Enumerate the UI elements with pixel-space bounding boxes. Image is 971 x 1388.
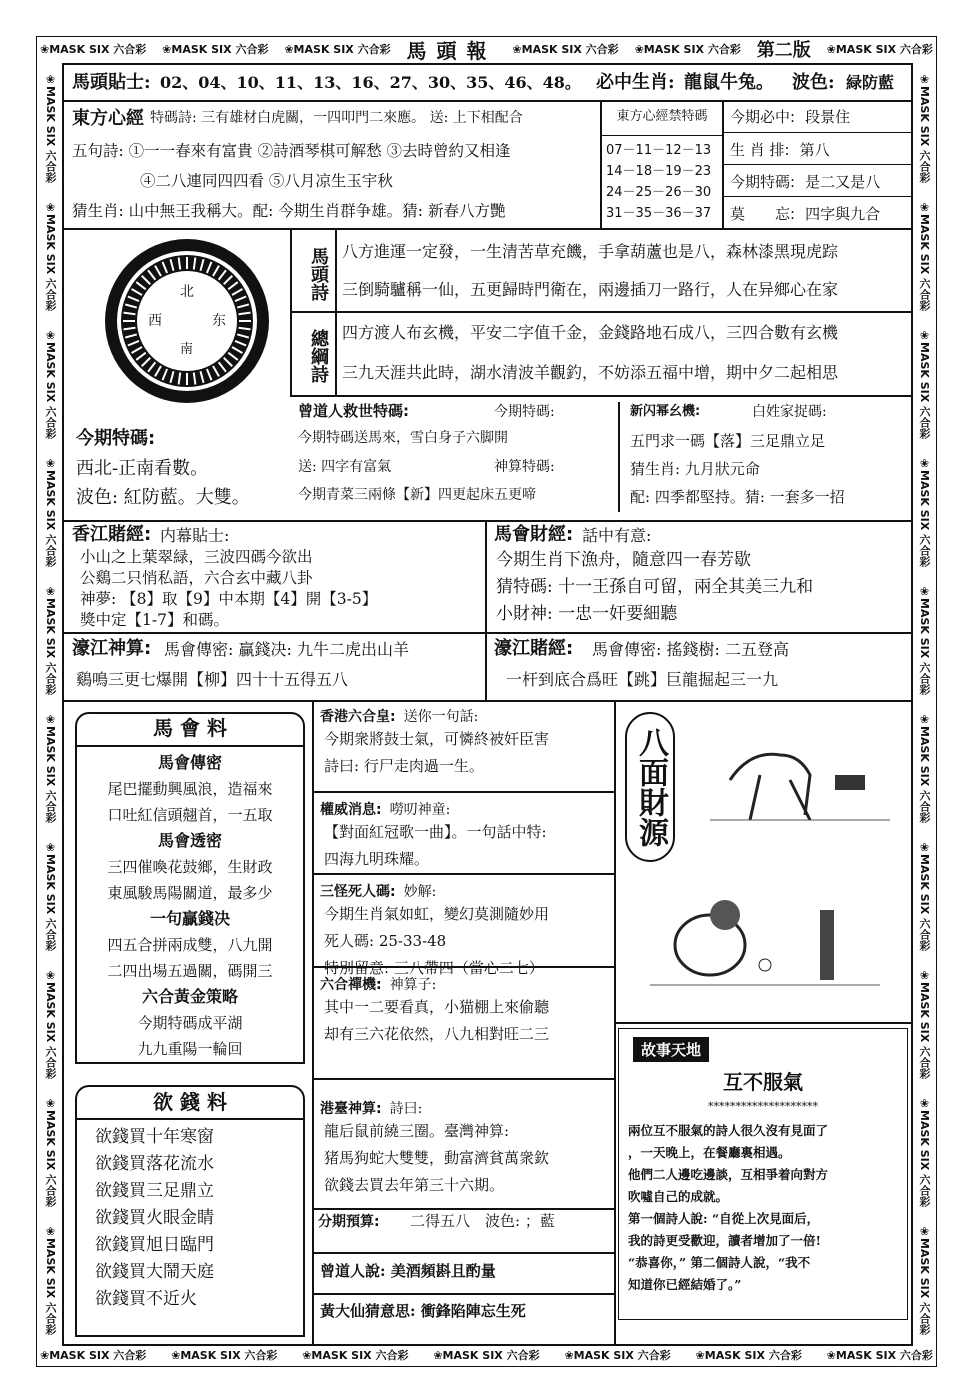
divider bbox=[62, 228, 913, 230]
divider bbox=[62, 520, 913, 522]
mahui-liao-heading: 一句贏錢决 bbox=[149, 909, 230, 928]
must-value: 四字與九合 bbox=[805, 205, 881, 223]
general-poem-line: 三九天涯共此時，湖水清波羊觀釣，不妨添五福中增，期中夕二起相思 bbox=[342, 363, 839, 382]
mahui-liao-heading: 六合黃金策略 bbox=[141, 987, 238, 1006]
border-text: ❀MASK SIX 六合彩 bbox=[918, 328, 931, 440]
dongfang-line3: 猜生肖: 山中無王我稱大。配: 今期生肖群争雄。猜: 新春八方艷 bbox=[72, 202, 506, 220]
mahui-liao-line: 九九重陽一輪回 bbox=[137, 1040, 243, 1058]
xin-sub: 白姓家捉碼: bbox=[752, 404, 827, 420]
section-title: 權威消息: bbox=[320, 802, 382, 818]
haojiang-du-sub: 馬會傳密: 搖錢樹: 二五登高 bbox=[592, 640, 789, 659]
must-value: 是二又是八 bbox=[805, 173, 881, 191]
horse-poem-label: 馬頭詩 bbox=[308, 246, 329, 301]
general-poem-label: 總綱詩 bbox=[308, 328, 329, 383]
story-line: ，一天晚上，在餐廳裏相遇。 bbox=[628, 1145, 791, 1160]
border-text: ❀MASK SIX 六合彩 bbox=[564, 1349, 671, 1362]
compass-south: 南 bbox=[180, 342, 194, 357]
section-subtitle: 送你一句話: bbox=[403, 709, 479, 725]
border-text: ❀MASK SIX 六合彩 bbox=[44, 328, 57, 440]
tips-label: 馬頭貼士: bbox=[72, 72, 151, 93]
section-header bbox=[320, 799, 608, 819]
wave-value: 緑防藍 bbox=[846, 73, 895, 92]
yuqian-line: 欲錢買大鬧天庭 bbox=[95, 1262, 214, 1282]
zeng-line: 神算特碼: bbox=[494, 459, 555, 475]
border-text: ❀MASK SIX 六合彩 bbox=[44, 1224, 57, 1336]
mahui-liao-heading: 馬會透密 bbox=[157, 831, 222, 850]
xiangjiang-sub: 内幕貼士: bbox=[160, 526, 230, 545]
section-header bbox=[320, 1098, 608, 1118]
banned-list bbox=[606, 140, 711, 224]
mahui-liao-line: 東風駿馬陽關道，最多少 bbox=[107, 884, 273, 902]
must-value: 第八 bbox=[799, 141, 830, 159]
cat-illustration bbox=[650, 890, 880, 1000]
must-row bbox=[722, 165, 913, 197]
zodiac-value: 龍鼠牛兔。 bbox=[684, 72, 774, 93]
divider bbox=[75, 1118, 305, 1120]
mahui-cai-title: 馬會財經: bbox=[494, 524, 574, 545]
banned-row: 31－35－36－37 bbox=[606, 206, 712, 221]
section-line: 猪馬狗蛇大雙雙，動富濟貧萬衆欽 bbox=[324, 1149, 550, 1167]
must-row bbox=[722, 100, 913, 133]
divider bbox=[312, 1208, 614, 1210]
xin-line: 猜生肖: 九月狀元命 bbox=[630, 460, 760, 478]
yuqian-line: 欲錢買三足鼎立 bbox=[95, 1181, 214, 1201]
section-line: 今期生肖氣如虹，變幻莫測隨妙用 bbox=[324, 905, 550, 923]
story-line: 知道你已經結婚了。” bbox=[628, 1277, 742, 1292]
dongfang-line2: ④二八連同四四看 ⑤八月凉生玉宇秋 bbox=[140, 172, 393, 190]
section-header bbox=[320, 881, 608, 901]
must-label: 今期特碼: bbox=[730, 173, 796, 191]
section-line: 特別留意: 三八帶四（當心二七） bbox=[324, 959, 544, 977]
divider bbox=[290, 395, 913, 397]
border-text: ❀MASK SIX 六合彩 bbox=[44, 840, 57, 952]
border-text: ❀MASK SIX 六合彩 bbox=[918, 968, 931, 1080]
mahui-liao-heading: 馬會傳密 bbox=[157, 753, 222, 772]
xiangjiang-lines bbox=[80, 547, 377, 631]
mahui-liao-title: 馬 會 料 bbox=[153, 716, 227, 740]
dongfang-poem: 特碼詩: 三有雄材白虎關，一四叩門二來應。 送: 上下相配合 bbox=[150, 110, 523, 126]
haojiang-du-title: 濠江賭經: bbox=[494, 638, 574, 659]
section-title: 六合禪機: bbox=[320, 977, 382, 993]
edition-label: 第二版 bbox=[756, 40, 811, 61]
compass-west: 西 bbox=[148, 313, 162, 329]
dog-illustration bbox=[700, 720, 900, 830]
middle-section bbox=[314, 968, 614, 1080]
special-title: 今期特碼: bbox=[76, 428, 156, 449]
section-subtitle: 詩曰: bbox=[389, 1101, 423, 1117]
haojiang-shen-title: 濠江神算: bbox=[72, 638, 152, 659]
section-line: 今期衆將鼓士氣，可憐終被奸臣害 bbox=[324, 730, 550, 748]
border-text: ❀MASK SIX 六合彩 bbox=[918, 72, 931, 184]
section-title: 三怪死人碼: bbox=[320, 884, 396, 900]
border-text: ❀MASK SIX 六合彩 bbox=[918, 1096, 931, 1208]
middle-section bbox=[314, 875, 614, 977]
border-text: ❀MASK SIX 六合彩 bbox=[918, 712, 931, 824]
xiangjiang-line: 公鷄二只悄私語，六合玄中藏八卦 bbox=[80, 569, 313, 587]
zeng-line: 今期特碼送馬來，雪白身子六脚開 bbox=[298, 430, 508, 446]
story-tag: 故事天地 bbox=[633, 1037, 709, 1062]
border-text: ❀MASK SIX 六合彩 bbox=[44, 712, 57, 824]
middle-section bbox=[314, 1092, 614, 1208]
mahui-liao-line: 今期特碼成平湖 bbox=[137, 1014, 243, 1032]
story-line: 第一個詩人說: “自從上次見面后， bbox=[628, 1211, 820, 1226]
border-text: ❀MASK SIX 六合彩 bbox=[40, 43, 147, 56]
xin-title: 新闪幂幺機: bbox=[630, 404, 701, 419]
section-line: 龍后鼠前繞三圈。臺灣神算: bbox=[324, 1122, 510, 1140]
banned-row: 24－25－26－30 bbox=[606, 185, 712, 200]
zeng-sub: 今期特碼: bbox=[494, 404, 555, 420]
border-text: ❀MASK SIX 六合彩 bbox=[433, 1349, 540, 1362]
story-line: “恭喜你，” 第二個詩人說，“我不 bbox=[628, 1255, 811, 1270]
dongfang-line1: 五句詩: ①一一春來有富貴 ②詩酒琴棋可解愁 ③去時曾約又相逢 bbox=[72, 142, 511, 160]
border-text: ❀MASK SIX 六合彩 bbox=[44, 968, 57, 1080]
zeng-shuo: 曾道人說: 美酒頻斟且酌量 bbox=[320, 1262, 496, 1280]
border-text: ❀MASK SIX 六合彩 bbox=[826, 1349, 933, 1362]
zodiac-label: 必中生肖: bbox=[596, 72, 675, 93]
dongfang-title: 東方心經 bbox=[72, 108, 144, 129]
mahui-liao-line: 二四出場五過關，碼開三 bbox=[107, 962, 273, 980]
middle-section bbox=[314, 700, 614, 793]
section-subtitle: 妙解: bbox=[403, 884, 437, 900]
border-text: ❀MASK SIX 六合彩 bbox=[826, 43, 933, 56]
border-text: ❀MASK SIX 六合彩 bbox=[918, 200, 931, 312]
section-line: 詩曰: 行尸走肉過一生。 bbox=[324, 757, 484, 775]
divider bbox=[600, 135, 722, 136]
divider bbox=[312, 1293, 614, 1295]
yuqian-line: 欲錢買火眼金睛 bbox=[95, 1208, 214, 1228]
yuqian-line: 欲錢買落花流水 bbox=[95, 1154, 214, 1174]
border-text: ❀MASK SIX 六合彩 bbox=[44, 584, 57, 696]
divider bbox=[614, 1022, 913, 1024]
tips-numbers: 02、04、10、11、13、16、27、30、35、46、48。 bbox=[160, 73, 581, 92]
compass-wheel bbox=[92, 236, 282, 406]
wave-label: 波色: bbox=[792, 72, 835, 93]
story-line: 吹噓自己的成就。 bbox=[628, 1189, 729, 1204]
xin-line: 配: 四季都堅持。猜: 一套多一招 bbox=[630, 488, 845, 506]
section-title: 港臺神算: bbox=[320, 1101, 382, 1117]
xiangjiang-line: 神夢: 【8】取【9】中本期【4】開【3-5】 bbox=[80, 590, 378, 608]
compass-north: 北 bbox=[180, 284, 194, 300]
section-line: 四海九明珠耀。 bbox=[324, 850, 430, 868]
story-line: 兩位互不服氣的詩人很久沒有見面了 bbox=[628, 1123, 829, 1138]
haojiang-shen-sub: 馬會傳密: 贏錢决: 九牛二虎出山羊 bbox=[164, 640, 409, 659]
xiangjiang-line: 小山之上葉翠緑，三波四碼今欲出 bbox=[80, 548, 313, 566]
yuqian-line: 欲錢買不近火 bbox=[95, 1289, 197, 1309]
divider bbox=[485, 520, 487, 700]
yuqian-line: 欲錢買旭日臨門 bbox=[95, 1235, 214, 1255]
border-text: ❀MASK SIX 六合彩 bbox=[918, 1224, 931, 1336]
mahui-cai-line: 猜特碼: 十一王孫自可留，兩全其美三九和 bbox=[496, 577, 814, 597]
border-text: ❀MASK SIX 六合彩 bbox=[44, 200, 57, 312]
banned-title: 東方心經禁特碼 bbox=[616, 109, 708, 124]
divider bbox=[75, 745, 305, 747]
border-text: ❀MASK SIX 六合彩 bbox=[695, 1349, 802, 1362]
special-line1: 西北-正南看數。 bbox=[76, 458, 209, 479]
mahui-cai-line: 小財神: 一忠一奸要細聽 bbox=[496, 604, 678, 624]
fenqi-title: 分期預算: bbox=[318, 1214, 380, 1230]
mahui-liao-line: 四五合拼兩成雙，八九開 bbox=[107, 936, 273, 954]
section-line: 却有三六花依然，八九相對旺二三 bbox=[324, 1025, 550, 1043]
border-text: ❀MASK SIX 六合彩 bbox=[44, 72, 57, 184]
section-line: 死人碼: 25-33-48 bbox=[324, 932, 447, 950]
zeng-line: 今期青菜三兩條【新】四更起床五更啼 bbox=[298, 487, 536, 503]
border-text: ❀MASK SIX 六合彩 bbox=[918, 840, 931, 952]
yuqian-title: 欲 錢 料 bbox=[153, 1090, 227, 1114]
story-line: 我的詩更受歡迎，讀者增加了一倍! bbox=[628, 1233, 821, 1248]
section-title: 香港六合皇: bbox=[320, 709, 396, 725]
haojiang-shen-line: 鷄鳴三更七爆開【柳】四十十五得五八 bbox=[76, 670, 349, 689]
must-row bbox=[722, 197, 913, 228]
mahui-liao-line: 三四催喚花鼓鄉，生財政 bbox=[107, 858, 273, 876]
must-label: 生 肖 排: bbox=[730, 141, 790, 159]
mahui-liao-line: 尾巴擺動興風浪，造福來 bbox=[107, 780, 273, 798]
must-label: 今期必中: bbox=[730, 108, 796, 126]
divider bbox=[290, 311, 913, 313]
section-subtitle: 嘮叨神童: bbox=[389, 802, 451, 818]
horse-poem-line: 八方進運一定發，一生清苦草充饑，手拿葫蘆也是八，森林漆黑現虎踪 bbox=[342, 242, 839, 261]
must-value: 段景住 bbox=[805, 108, 851, 126]
section-line: 欲錢去買去年第三十六期。 bbox=[324, 1176, 505, 1194]
huang-daxian: 黃大仙猜意思: 衝鋒陷陣忘生死 bbox=[320, 1302, 526, 1320]
masthead-title: 馬頭報 bbox=[406, 38, 497, 63]
haojiang-du-line: 一杆到底合爲旺【跳】巨龍掘起三一九 bbox=[506, 670, 779, 689]
story-line: 他們二人邊吃邊談，互相爭着向對方 bbox=[628, 1167, 829, 1182]
section-header bbox=[320, 706, 608, 726]
mahui-liao-line: 口吐紅信頭翹首，一五取 bbox=[107, 806, 273, 824]
zeng-line: 送: 四字有富氣 bbox=[298, 459, 392, 475]
section-header bbox=[320, 974, 608, 994]
border-text: ❀MASK SIX 六合彩 bbox=[918, 456, 931, 568]
must-label: 莫 忘: bbox=[730, 205, 796, 223]
border-text: ❀MASK SIX 六合彩 bbox=[171, 1349, 278, 1362]
story-stars: ******************** bbox=[708, 1100, 818, 1113]
border-text: ❀MASK SIX 六合彩 bbox=[512, 43, 619, 56]
border-text: ❀MASK SIX 六合彩 bbox=[44, 456, 57, 568]
mahui-liao-list bbox=[75, 750, 305, 1062]
yuqian-list bbox=[95, 1124, 214, 1313]
border-text: ❀MASK SIX 六合彩 bbox=[918, 584, 931, 696]
bamian-badge: 八面財源 bbox=[625, 712, 675, 862]
section-line: 其中一二要看真，小猫棚上來偷聽 bbox=[324, 998, 550, 1016]
section-subtitle: 神算子: bbox=[389, 977, 437, 993]
fenqi-value: 二得五八 波色: ；藍 bbox=[410, 1212, 555, 1230]
xiangjiang-line: 獎中定【1-7】和碼。 bbox=[80, 611, 229, 629]
story-body bbox=[628, 1120, 828, 1296]
special-line2: 波色: 紅防藍。大雙。 bbox=[76, 487, 250, 508]
section-line: 【對面紅冠歌一曲】。一句話中特: bbox=[324, 823, 547, 841]
general-poem-line: 四方渡人布玄機，平安二字值千金，金錢路地石成八，三四合數有玄機 bbox=[342, 323, 839, 342]
border-text: ❀MASK SIX 六合彩 bbox=[302, 1349, 409, 1362]
banned-row: 07－11－12－13 bbox=[606, 143, 712, 158]
xin-line: 五門求一碼【落】三足鼎立足 bbox=[630, 432, 826, 450]
must-row bbox=[722, 133, 913, 165]
compass-east: 东 bbox=[212, 313, 226, 329]
story-title: 互不服氣 bbox=[723, 1070, 803, 1094]
divider bbox=[312, 1252, 614, 1254]
zeng-title: 曾道人救世特碼: bbox=[298, 402, 409, 420]
mahui-cai-sub: 話中有意: bbox=[582, 526, 652, 545]
mahui-cai-line: 今期生肖下漁舟，隨意四一春芳歇 bbox=[496, 550, 751, 570]
horse-poem-line: 三倒騎驢稱一仙，五更歸時門衛在，兩邊插刀一路行，人在异鄉心在家 bbox=[342, 280, 839, 299]
mahui-cai-lines bbox=[496, 547, 813, 628]
banned-row: 14－18－19－23 bbox=[606, 164, 712, 179]
middle-section bbox=[314, 793, 614, 875]
border-text: ❀MASK SIX 六合彩 bbox=[284, 43, 391, 56]
divider bbox=[618, 402, 620, 512]
border-text: ❀MASK SIX 六合彩 bbox=[44, 1096, 57, 1208]
yuqian-line: 欲錢買十年寒窗 bbox=[95, 1127, 214, 1147]
border-text: ❀MASK SIX 六合彩 bbox=[634, 43, 741, 56]
xiangjiang-title: 香江賭經: bbox=[72, 524, 152, 545]
divider bbox=[62, 632, 913, 634]
border-text: ❀MASK SIX 六合彩 bbox=[162, 43, 269, 56]
border-text: ❀MASK SIX 六合彩 bbox=[40, 1349, 147, 1362]
